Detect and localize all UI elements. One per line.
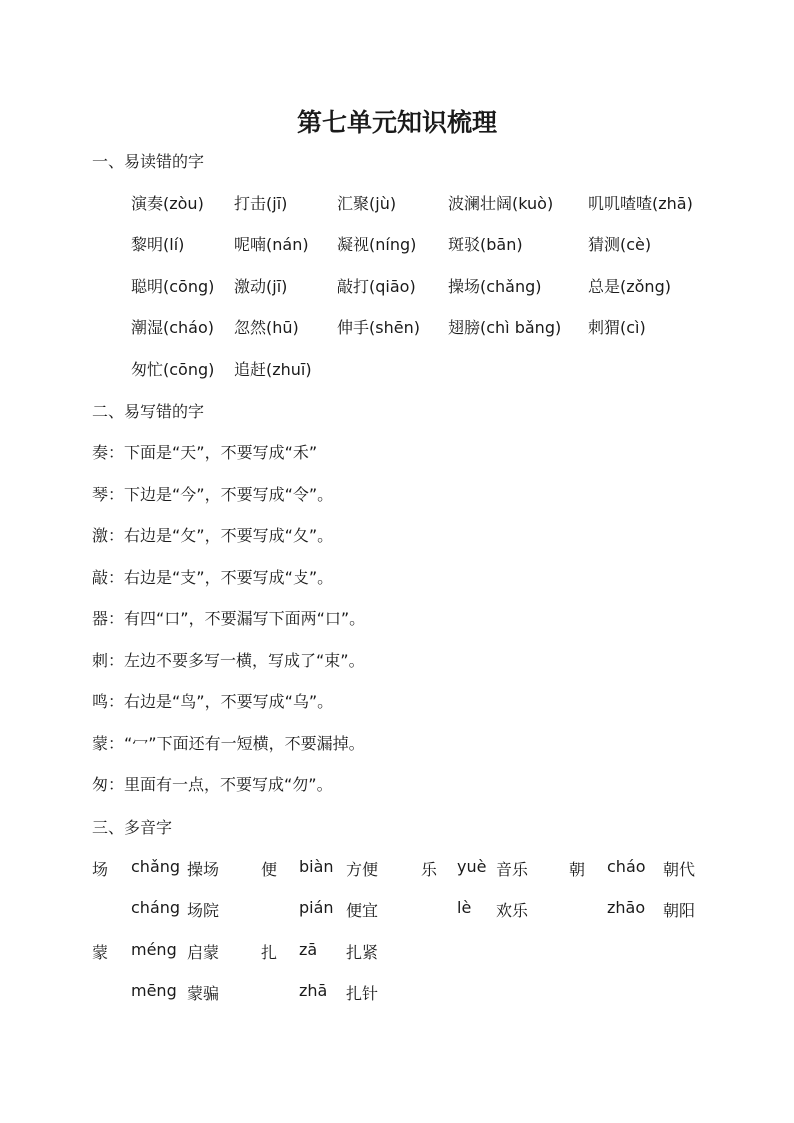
word-item: 聪明(cōng) (131, 277, 215, 296)
polyphonic-char: 扎 (261, 943, 278, 962)
section-heading-miswritten: 二、易写错的字 (92, 402, 205, 421)
section-heading-polyphonic: 三、多音字 (92, 818, 173, 837)
word-item: 叽叽喳喳(zhā) (588, 194, 693, 213)
example-word: 扎紧 (346, 943, 379, 962)
miswritten-rule: 奏：下面是“天”，不要写成“禾” (92, 443, 318, 462)
example-word: 操场 (187, 860, 220, 879)
pinyin: mēng (131, 981, 177, 1000)
word-item: 伸手(shēn) (337, 318, 420, 337)
word-item: 敲打(qiāo) (337, 277, 416, 296)
polyphonic-char: 乐 (421, 860, 438, 879)
word-item: 黎明(lí) (131, 235, 185, 254)
pinyin: zhā (299, 981, 328, 1000)
word-item: 潮湿(cháo) (131, 318, 215, 337)
example-word: 扎针 (346, 984, 379, 1003)
word-item: 演奏(zòu) (131, 194, 204, 213)
section-heading-misread: 一、易读错的字 (92, 152, 205, 171)
example-word: 朝阳 (663, 901, 696, 920)
example-word: 启蒙 (187, 943, 220, 962)
pinyin: zā (299, 940, 318, 959)
word-item: 操场(chǎng) (448, 277, 542, 296)
miswritten-rule: 鸣：右边是“鸟”，不要写成“乌”。 (92, 692, 334, 711)
pinyin: zhāo (607, 898, 646, 917)
miswritten-rule: 激：右边是“攵”，不要写成“夂”。 (92, 526, 334, 545)
example-word: 场院 (187, 901, 220, 920)
pinyin: yuè (457, 857, 487, 876)
word-item: 忽然(hū) (234, 318, 299, 337)
word-item: 匆忙(cōng) (131, 360, 215, 379)
word-item: 汇聚(jù) (337, 194, 397, 213)
example-word: 欢乐 (496, 901, 529, 920)
example-word: 方便 (346, 860, 379, 879)
miswritten-rule: 刺：左边不要多写一横，写成了“束”。 (92, 651, 365, 670)
pinyin: biàn (299, 857, 334, 876)
polyphonic-char: 蒙 (92, 943, 109, 962)
word-item: 斑驳(bān) (448, 235, 523, 254)
miswritten-rule: 匆：里面有一点，不要写成“勿”。 (92, 775, 333, 794)
word-item: 波澜壮阔(kuò) (448, 194, 554, 213)
example-word: 便宜 (346, 901, 379, 920)
pinyin: cháo (607, 857, 646, 876)
example-word: 朝代 (663, 860, 696, 879)
pinyin: pián (299, 898, 334, 917)
word-item: 刺猬(cì) (588, 318, 646, 337)
pinyin: lè (457, 898, 472, 917)
word-item: 总是(zǒng) (588, 277, 671, 296)
miswritten-rule: 敲：右边是“支”，不要写成“攴”。 (92, 568, 334, 587)
word-item: 呢喃(nán) (234, 235, 309, 254)
page-title: 第七单元知识梳理 (296, 108, 497, 137)
polyphonic-char: 场 (92, 860, 109, 879)
example-word: 蒙骗 (187, 984, 220, 1003)
pinyin: chǎng (131, 857, 181, 876)
example-word: 音乐 (496, 860, 529, 879)
polyphonic-char: 朝 (569, 860, 586, 879)
pinyin: méng (131, 940, 177, 959)
miswritten-rule: 器：有四“口”，不要漏写下面两“口”。 (92, 609, 366, 628)
word-item: 打击(jī) (234, 194, 288, 213)
polyphonic-char: 便 (261, 860, 278, 879)
miswritten-rule: 蒙：“冖”下面还有一短横，不要漏掉。 (92, 734, 365, 753)
pinyin: cháng (131, 898, 181, 917)
word-item: 翅膀(chì bǎng) (448, 318, 562, 337)
word-item: 追赶(zhuī) (234, 360, 312, 379)
word-item: 凝视(níng) (337, 235, 417, 254)
word-item: 猜测(cè) (588, 235, 652, 254)
miswritten-rule: 琴：下边是“今”，不要写成“令”。 (92, 485, 334, 504)
word-item: 激动(jī) (234, 277, 288, 296)
